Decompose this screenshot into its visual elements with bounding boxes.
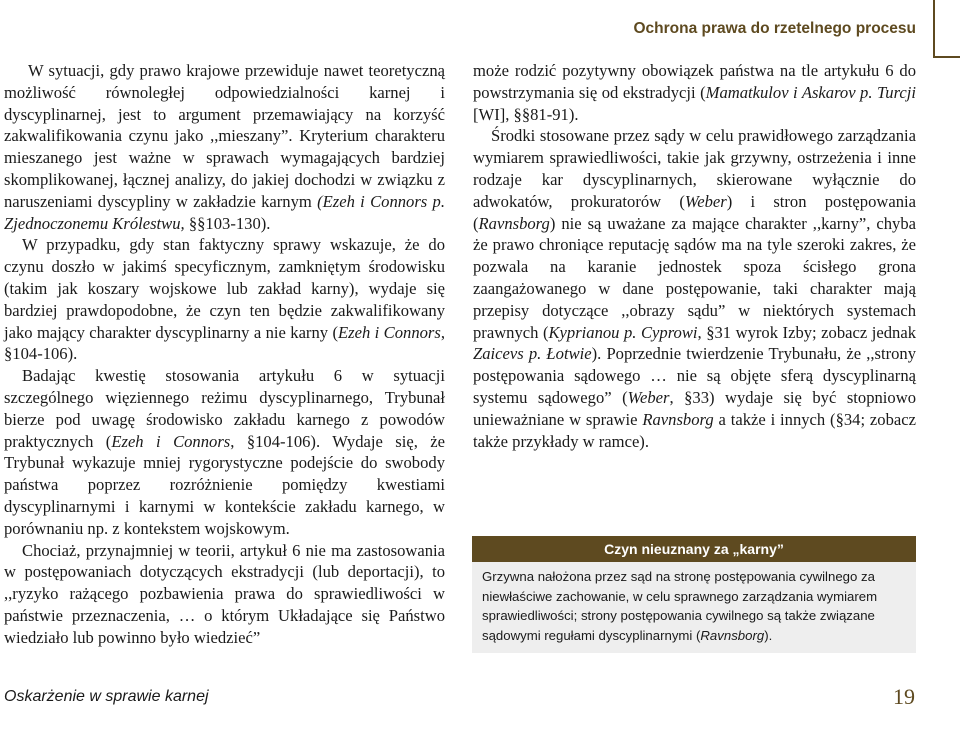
case-citation: Weber [684, 191, 727, 211]
case-citation: Ravnsborg [700, 627, 765, 643]
case-citation: Mamatkulov i Askarov p. Turcji [705, 82, 917, 102]
case-citation: Ravnsborg [478, 213, 550, 233]
paragraph: Chociaż, przynajmniej w teorii, artykuł 6 nie ma zastosowania w postępowaniach dotyczących ekstradycji (lub deportacji), to ,,ryzyko rażącego pozbawienia prawa do sprawiedliwości w państwie przeznaczenia, … o którym Układające się Państwo wiedziało lub powinno było wiedzieć” [4, 540, 445, 647]
case-citation: Kyprianou p. Cyprowi [548, 322, 698, 342]
info-box-title: Czyn nieuznany za „karny” [472, 536, 916, 562]
case-citation: Ravnsborg [642, 409, 714, 429]
page-number: 19 [893, 684, 915, 709]
paragraph: W przypadku, gdy stan faktyczny sprawy wskazuje, że do czynu doszło w jakimś specyficznym, zamkniętym środowisku (takim jak koszary wojskowe lub zakład karny), wydaje się bardziej prawdopodobne, że czyn ten będzie zakwalifikowany jako mający charakter dyscyplinarny a nie karny (Ezeh i Connors, §104-106). [4, 235, 445, 364]
paragraph: może rodzić pozytywny obowiązek państwa na tle artykułu 6 do powstrzymania się od ekstradycji (Mamatkulov i Askarov p. Turcji [WI], §§81-91). [473, 61, 917, 124]
case-citation: Ezeh i Connors [337, 322, 441, 342]
running-header: Ochrona prawa do rzetelnego procesu [633, 20, 916, 37]
corner-rule-vertical [933, 0, 935, 58]
case-citation: (Ezeh i Connors p. Zjednoczonemu Królestwu, [4, 191, 445, 233]
case-citation: Weber [627, 387, 670, 407]
publication-title: Oskarżenie w sprawie karnej [4, 688, 209, 705]
case-citation: Ezeh i Connors [111, 431, 231, 451]
info-box-body: Grzywna nałożona przez sąd na stronę postępowania cywilnego za niewłaściwe zachowanie, w celu sprawnego zarządzania wymiarem sprawiedliwości; strony postępowania cywilnego są także związane sądowymi regułami dyscyplinarnymi (Ravnsborg). [482, 569, 878, 643]
right-column [473, 60, 916, 452]
left-column [4, 60, 445, 649]
paragraph: W sytuacji, gdy prawo krajowe przewiduje nawet teoretyczną możliwość równoległej odpowiedzialności karnej i dyscyplinarnej, jest to argument przemawiający na korzyść zakwalifikowania czynu jako ,,mieszany”. Kryterium charakteru mieszanego jest ważne w sprawach wymagających bardziej skomplikowanej, łącznej analizy, do jakiej dochodzi w związku z naruszeniami dyscypliny w zakładzie karnym (Ezeh i Connors p. Zjednoczonemu Królestwu, §§103-130). [4, 61, 445, 233]
paragraph: Badając kwestię stosowania artykułu 6 w sytuacji szczególnego więziennego reżimu dyscyplinarnego, Trybunał bierze pod uwagę środowisko zakładu karnego z powodów praktycznych (Ezeh i Connors, §104-106). Wydaje się, że Trybunał wykazuje mniej rygorystyczne podejście do swobody państwa poprzez rozróżnienie pomiędzy kwestiami dyscyplinarnymi i karnymi w kontekście zakładu karnego, w porównaniu np. z kontekstem wojskowym. [4, 366, 445, 538]
paragraph: Środki stosowane przez sądy w celu prawidłowego zarządzania wymiarem sprawiedliwości, takie jak grzywny, ostrzeżenia i inne rodzaje kar dyscyplinarnych, skierowane wyłącznie do adwokatów, prokuratorów (Weber) i stron postępowania (Ravnsborg) nie są uważane za mające charakter ,,karny”, chyba że prawo chroniące reputację sądów ma na tyle szeroki zakres, że pozwala na karanie jednostek spoza ścisłego grona zaangażowanego w dane postępowanie, taki charakter mają przepisy dotyczące ,,obrazy sądu” w niektórych systemach prawnych (Kyprianou p. Cyprowi, §31 wyrok Izby; zobacz jednak Zaicevs p. Łotwie). Poprzednie twierdzenie Trybunału, że ,,strony postępowania sądowego … nie są objęte sferą dyscyplinarną systemu sądowego” (Weber, §33) wydaje się być stopniowo unieważniane w sprawie Ravnsborg a także i innych (§34; zobacz także przykłady w ramce). [473, 126, 916, 451]
info-box [472, 536, 916, 653]
case-citation: Zaicevs p. Łotwie [473, 344, 592, 364]
corner-rule-horizontal [934, 56, 960, 58]
